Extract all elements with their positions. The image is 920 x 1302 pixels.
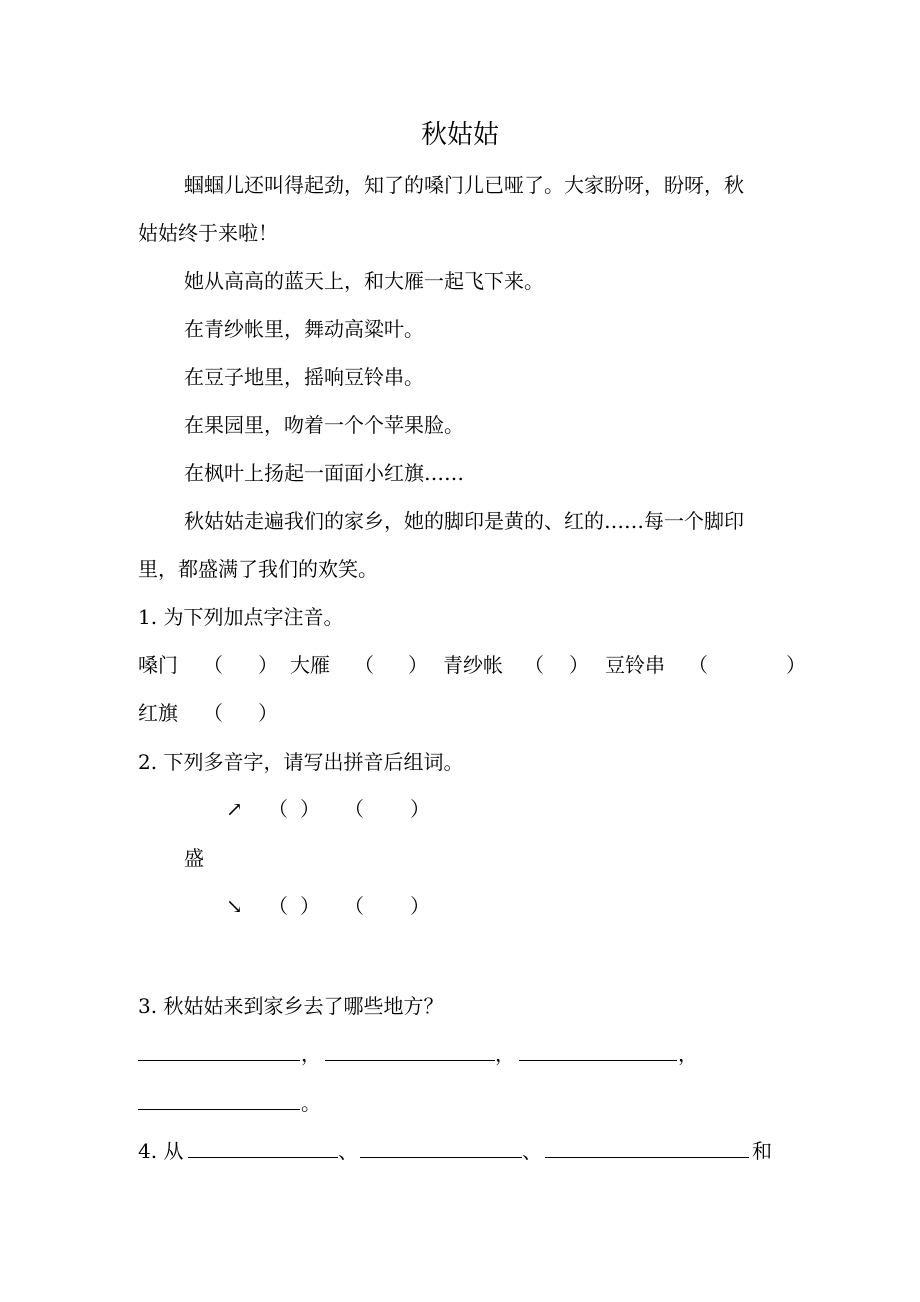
comma: ，	[495, 1042, 515, 1066]
question-1-prompt: 1. 为下列加点字注音。	[138, 605, 344, 629]
open-paren: （	[524, 653, 544, 677]
arrow-up-icon: ↗	[226, 797, 243, 821]
answer-blank[interactable]	[138, 1091, 300, 1115]
passage-line: 蝈蝈儿还叫得起劲，知了的嗓门儿已哑了。大家盼呀，盼呀，秋	[184, 173, 744, 197]
passage-line: 秋姑姑走遍我们的家乡，她的脚印是黄的、红的……每一个脚印	[184, 509, 744, 533]
question-4-prefix: 4. 从	[138, 1139, 184, 1163]
word-doulingchuan: 豆铃串	[605, 653, 665, 677]
answer-blank[interactable]	[325, 1042, 495, 1066]
open-paren: （	[268, 894, 288, 918]
close-paren: ）	[300, 894, 320, 918]
passage-line: 在豆子地里，摇响豆铃串。	[184, 365, 424, 389]
passage-line: 在枫叶上扬起一面面小红旗……	[184, 461, 464, 485]
question-3-prompt: 3. 秋姑姑来到家乡去了哪些地方？	[138, 994, 444, 1018]
answer-blank[interactable]	[360, 1139, 522, 1163]
close-paren: ）	[258, 701, 278, 725]
question-4-suffix: 和	[752, 1139, 772, 1163]
open-paren: （	[268, 797, 288, 821]
comma: ，	[301, 1042, 321, 1066]
close-paren: ）	[410, 894, 430, 918]
answer-blank[interactable]	[188, 1139, 338, 1163]
answer-blank[interactable]	[519, 1042, 677, 1066]
close-paren: ）	[300, 797, 320, 821]
open-paren: （	[344, 797, 364, 821]
answer-blank[interactable]	[545, 1139, 749, 1163]
word-qingshazhang: 青纱帐	[443, 653, 503, 677]
separator: 、	[522, 1139, 542, 1163]
word-hongqi: 红旗	[138, 701, 178, 725]
page-title: 秋姑姑	[420, 120, 499, 150]
close-paren: ）	[258, 653, 278, 677]
open-paren: （	[203, 653, 223, 677]
passage-line: 她从高高的蓝天上，和大雁一起飞下来。	[184, 269, 544, 293]
open-paren: （	[354, 653, 374, 677]
open-paren: （	[688, 653, 708, 677]
separator: 、	[338, 1139, 358, 1163]
close-paren: ）	[786, 653, 806, 677]
polyphone-char: 盛	[184, 846, 204, 870]
word-sangmen: 嗓门	[138, 653, 178, 677]
passage-line: 在青纱帐里，舞动高粱叶。	[184, 317, 424, 341]
open-paren: （	[344, 894, 364, 918]
answer-blank[interactable]	[138, 1042, 300, 1066]
arrow-down-icon: ↘	[226, 894, 243, 918]
word-dayan: 大雁	[290, 653, 330, 677]
close-paren: ）	[569, 653, 589, 677]
question-2-prompt: 2. 下列多音字，请写出拼音后组词。	[138, 750, 464, 774]
close-paren: ）	[410, 797, 430, 821]
passage-line: 姑姑终于来啦！	[138, 221, 278, 245]
open-paren: （	[203, 701, 223, 725]
close-paren: ）	[408, 653, 428, 677]
passage-line: 在果园里，吻着一个个苹果脸。	[184, 413, 464, 437]
comma: ，	[678, 1042, 698, 1066]
period: 。	[301, 1091, 321, 1115]
passage-line: 里，都盛满了我们的欢笑。	[138, 557, 378, 581]
